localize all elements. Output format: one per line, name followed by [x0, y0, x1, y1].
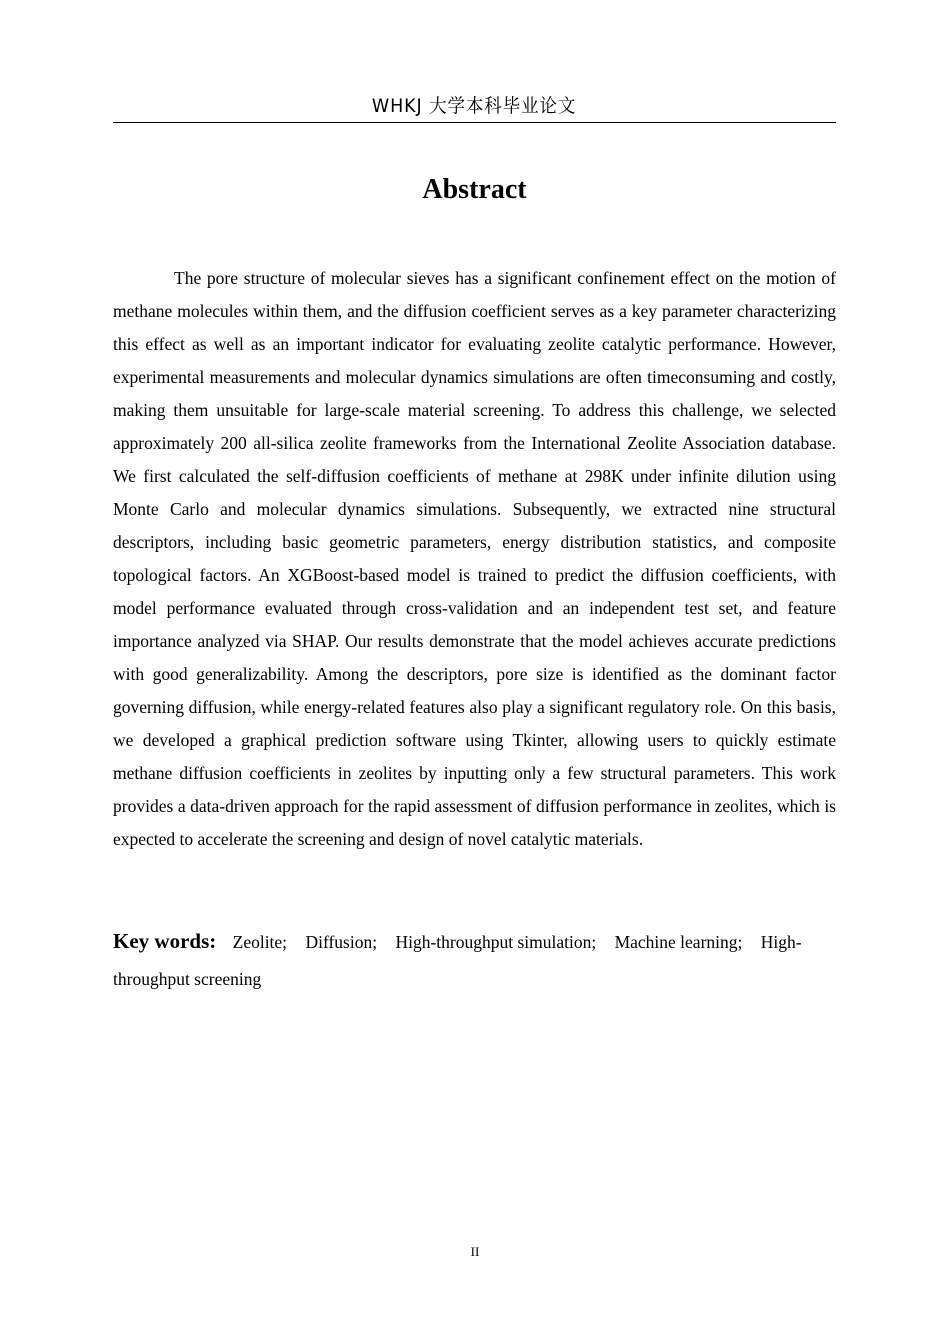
keywords-label: Key words: — [113, 929, 217, 953]
header-title: WHKJ 大学本科毕业论文 — [372, 95, 577, 117]
abstract-title: Abstract — [422, 174, 527, 205]
abstract-body: The pore structure of molecular sieves has a significant confinement effect on the motion of methane molecules within them, and the diffusion coefficient serves as a key parameter characterizing this effect as well as an important indicator for evaluating zeolite catalytic performance. However, experimental measurements and molecular dynamics simulations are often timeconsuming and costly, making them unsuitable for large-scale material screening. To address this challenge, we selected approximately 200 all-silica zeolite frameworks from the International Zeolite Association database. We first calculated the self-diffusion coefficients of methane at 298K under infinite dilution using Monte Carlo and molecular dynamics simulations. Subsequently, we extracted nine structural descriptors, including basic geometric parameters, energy distribution statistics, and composite topological factors. An XGBoost-based model is trained to predict the diffusion coefficients, with model performance evaluated through cross-validation and an independent test set, and feature importance analyzed via SHAP. Our results demonstrate that the model achieves accurate predictions with good generalizability. Among the descriptors, pore size is identified as the dominant factor governing diffusion, while energy-related features also play a significant regulatory role. On this basis, we developed a graphical prediction software using Tkinter, allowing users to quickly estimate methane diffusion coefficients in zeolites by inputting only a few structural parameters. This work provides a data-driven approach for the rapid assessment of diffusion performance in zeolites, which is expected to accelerate the screening and design of novel catalytic materials. — [113, 268, 836, 849]
keyword-item: Machine learning; — [614, 932, 743, 952]
page-header — [113, 92, 836, 123]
keyword-item: Zeolite; — [232, 932, 288, 952]
keyword-item: High-throughput simulation; — [395, 932, 597, 952]
keyword-item: Diffusion; — [305, 932, 378, 952]
keywords — [113, 923, 836, 998]
keyword-item: High-throughput screening — [113, 932, 802, 989]
page-number: II — [470, 1244, 480, 1259]
